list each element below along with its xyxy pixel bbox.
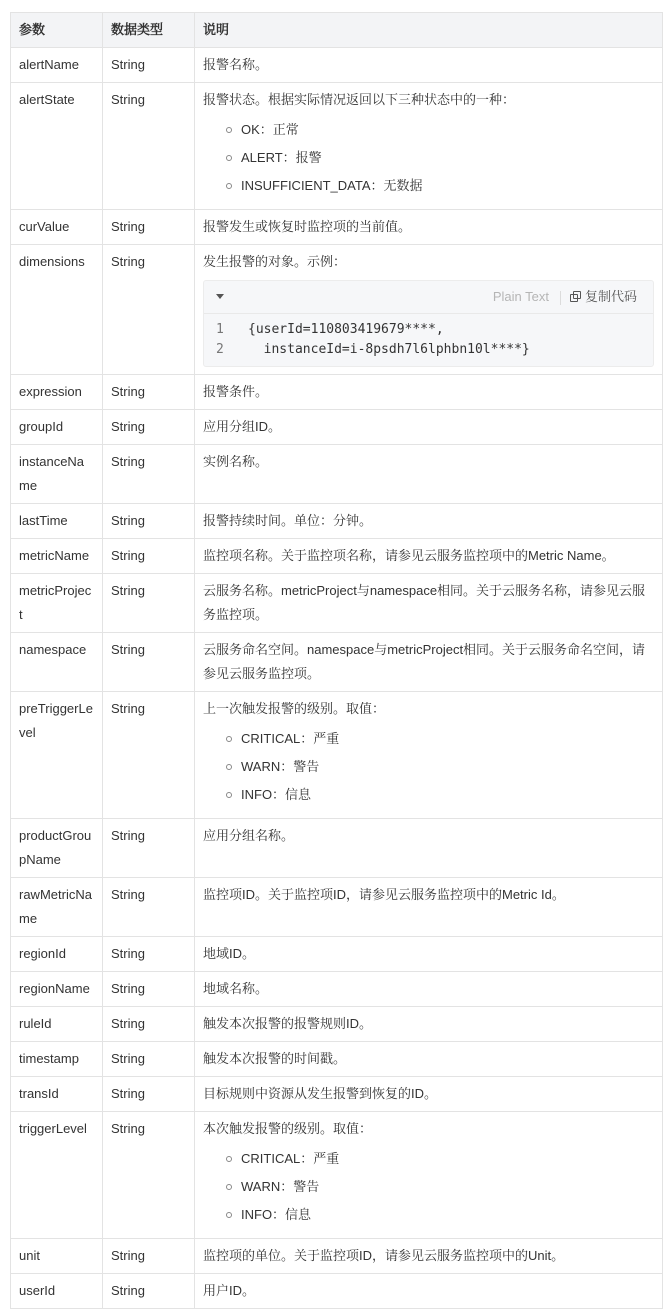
param-type: String — [103, 1239, 195, 1274]
option-text: INFO：信息 — [241, 787, 312, 802]
table-row — [11, 692, 663, 819]
param-desc: 报警条件。 — [195, 375, 663, 410]
param-desc: 应用分组ID。 — [195, 410, 663, 445]
param-desc: 应用分组名称。 — [195, 819, 663, 878]
table-row — [11, 1077, 663, 1112]
option-list — [203, 116, 654, 200]
param-type: String — [103, 504, 195, 539]
param-desc: 地域ID。 — [195, 937, 663, 972]
header-param: 参数 — [11, 13, 103, 48]
option-text: OK：正常 — [241, 122, 299, 137]
param-name: rawMetricName — [11, 878, 103, 937]
list-item — [241, 116, 654, 144]
table-row — [11, 410, 663, 445]
table-row — [11, 574, 663, 633]
param-name: triggerLevel — [11, 1112, 103, 1239]
param-name: namespace — [11, 633, 103, 692]
param-name: expression — [11, 375, 103, 410]
list-item — [241, 1201, 654, 1229]
bullet-circle-icon — [226, 1184, 232, 1190]
param-desc: 地域名称。 — [195, 972, 663, 1007]
code-line — [204, 340, 653, 360]
bullet-circle-icon — [226, 1212, 232, 1218]
bullet-circle-icon — [226, 1156, 232, 1162]
param-type: String — [103, 1077, 195, 1112]
table-row — [11, 1042, 663, 1077]
param-type: String — [103, 878, 195, 937]
param-name: dimensions — [11, 245, 103, 375]
table-row — [11, 633, 663, 692]
param-name: lastTime — [11, 504, 103, 539]
param-type: String — [103, 1274, 195, 1309]
param-desc: 报警发生或恢复时监控项的当前值。 — [195, 210, 663, 245]
param-desc: 报警名称。 — [195, 48, 663, 83]
param-type: String — [103, 1007, 195, 1042]
param-type: String — [103, 210, 195, 245]
bullet-circle-icon — [226, 183, 232, 189]
list-item — [241, 144, 654, 172]
param-type: String — [103, 633, 195, 692]
param-type: String — [103, 1042, 195, 1077]
param-name: unit — [11, 1239, 103, 1274]
param-desc: 上一次触发报警的级别。取值： — [203, 701, 386, 716]
copy-icon — [570, 291, 581, 302]
param-name: preTriggerLevel — [11, 692, 103, 819]
header-divider — [560, 291, 561, 305]
table-row — [11, 445, 663, 504]
bullet-circle-icon — [226, 736, 232, 742]
option-list — [203, 1145, 654, 1229]
param-type: String — [103, 692, 195, 819]
param-type: String — [103, 937, 195, 972]
table-row — [11, 937, 663, 972]
params-table — [10, 12, 663, 1309]
code-block — [203, 280, 654, 367]
collapse-caret-icon[interactable] — [216, 294, 224, 299]
code-body — [204, 314, 653, 366]
param-desc: 云服务命名空间。namespace与metricProject相同。关于云服务命名空间，请参见云服务监控项。 — [195, 633, 663, 692]
param-name: instanceName — [11, 445, 103, 504]
table-row — [11, 48, 663, 83]
param-desc: 本次触发报警的级别。取值： — [203, 1121, 373, 1136]
code-line — [204, 320, 653, 340]
option-text: WARN：警告 — [241, 1179, 320, 1194]
param-name: productGroupName — [11, 819, 103, 878]
option-text: INSUFFICIENT_DATA：无数据 — [241, 178, 423, 193]
param-type: String — [103, 574, 195, 633]
param-desc: 实例名称。 — [195, 445, 663, 504]
copy-code-button[interactable] — [570, 285, 637, 309]
param-type: String — [103, 375, 195, 410]
bullet-circle-icon — [226, 127, 232, 133]
list-item — [241, 1145, 654, 1173]
line-number: 2 — [216, 342, 224, 357]
header-type: 数据类型 — [103, 13, 195, 48]
param-desc: 监控项的单位。关于监控项ID，请参见云服务监控项中的Unit。 — [195, 1239, 663, 1274]
table-row — [11, 375, 663, 410]
list-item — [241, 781, 654, 809]
option-text: CRITICAL：严重 — [241, 1151, 340, 1166]
bullet-circle-icon — [226, 155, 232, 161]
param-type: String — [103, 445, 195, 504]
option-text: INFO：信息 — [241, 1207, 312, 1222]
param-type: String — [103, 83, 195, 210]
param-name: alertName — [11, 48, 103, 83]
param-desc: 目标规则中资源从发生报警到恢复的ID。 — [195, 1077, 663, 1112]
copy-code-label: 复制代码 — [584, 289, 637, 304]
code-text: instanceId=i-8psdh7l6lphbn10l****} — [248, 342, 530, 357]
param-name: metricName — [11, 539, 103, 574]
param-name: regionId — [11, 937, 103, 972]
option-text: WARN：警告 — [241, 759, 320, 774]
param-desc: 发生报警的对象。示例： — [203, 254, 347, 269]
table-row — [11, 504, 663, 539]
code-text: {userId=110803419679****, — [248, 322, 444, 337]
param-name: transId — [11, 1077, 103, 1112]
table-row — [11, 210, 663, 245]
param-name: metricProject — [11, 574, 103, 633]
param-desc-cell — [195, 1112, 663, 1239]
list-item — [241, 1173, 654, 1201]
param-desc: 云服务名称。metricProject与namespace相同。关于云服务名称，请参见云服务监控项。 — [195, 574, 663, 633]
param-type: String — [103, 410, 195, 445]
param-type: String — [103, 245, 195, 375]
table-row — [11, 972, 663, 1007]
line-number: 1 — [216, 322, 224, 337]
param-desc: 报警状态。根据实际情况返回以下三种状态中的一种： — [203, 92, 516, 107]
param-name: alertState — [11, 83, 103, 210]
param-desc: 触发本次报警的报警规则ID。 — [195, 1007, 663, 1042]
bullet-circle-icon — [226, 764, 232, 770]
table-row — [11, 539, 663, 574]
param-desc: 监控项名称。关于监控项名称，请参见云服务监控项中的Metric Name。 — [195, 539, 663, 574]
param-desc: 用户ID。 — [195, 1274, 663, 1309]
list-item — [241, 753, 654, 781]
param-desc-cell — [195, 83, 663, 210]
param-desc-cell — [195, 245, 663, 375]
param-name: curValue — [11, 210, 103, 245]
bullet-circle-icon — [226, 792, 232, 798]
param-desc: 触发本次报警的时间戳。 — [195, 1042, 663, 1077]
table-header-row — [11, 13, 663, 48]
table-row — [11, 1112, 663, 1239]
option-text: CRITICAL：严重 — [241, 731, 340, 746]
list-item — [241, 725, 654, 753]
param-name: ruleId — [11, 1007, 103, 1042]
param-desc-cell — [195, 692, 663, 819]
param-type: String — [103, 539, 195, 574]
table-row — [11, 878, 663, 937]
option-text: ALERT：报警 — [241, 150, 322, 165]
table-row — [11, 83, 663, 210]
table-row — [11, 245, 663, 375]
doc-container — [10, 12, 662, 1309]
table-row — [11, 819, 663, 878]
option-list — [203, 725, 654, 809]
param-name: regionName — [11, 972, 103, 1007]
table-row — [11, 1007, 663, 1042]
header-desc: 说明 — [195, 13, 663, 48]
list-item — [241, 172, 654, 200]
param-name: timestamp — [11, 1042, 103, 1077]
code-block-header — [204, 281, 653, 314]
param-name: userId — [11, 1274, 103, 1309]
table-row — [11, 1274, 663, 1309]
param-type: String — [103, 48, 195, 83]
table-row — [11, 1239, 663, 1274]
code-language-label: Plain Text — [492, 289, 549, 304]
param-desc: 监控项ID。关于监控项ID，请参见云服务监控项中的Metric Id。 — [195, 878, 663, 937]
param-type: String — [103, 819, 195, 878]
param-type: String — [103, 972, 195, 1007]
param-name: groupId — [11, 410, 103, 445]
param-desc: 报警持续时间。单位：分钟。 — [195, 504, 663, 539]
param-type: String — [103, 1112, 195, 1239]
